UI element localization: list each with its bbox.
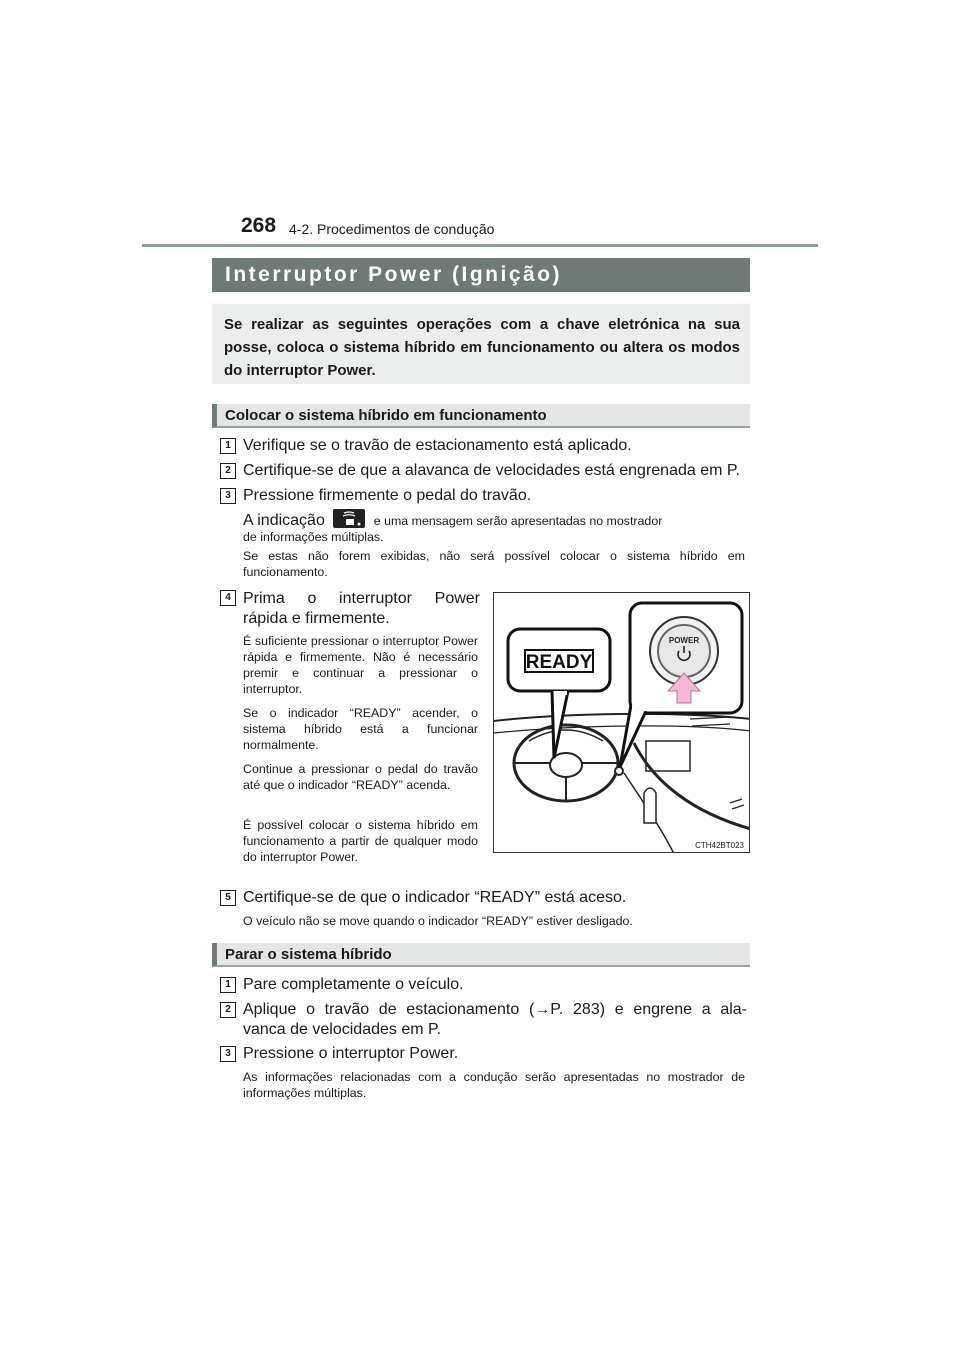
stop-step-text-2-line2: vanca de velocidades em P. bbox=[243, 1021, 442, 1038]
step-text-4-line1: Prima o interruptor Power bbox=[243, 590, 480, 607]
breadcrumb: 4-2. Procedimentos de condução bbox=[289, 221, 495, 237]
step3-indicator-suffix: e uma mensagem serão apresentadas no mostrador bbox=[373, 514, 663, 528]
step4-note-1: É suficiente pressionar o interruptor Power rápida e firmemente. Não é necessário premir e continuar a pressionar o interruptor. bbox=[243, 634, 478, 696]
figure-code: CTH42BT023 bbox=[695, 841, 744, 850]
step-number-4: 4 bbox=[220, 590, 236, 606]
stop-step-text-3: Pressione o interruptor Power. bbox=[243, 1045, 459, 1062]
stop-step-number-2: 2 bbox=[220, 1002, 236, 1018]
section-heading-stop: Parar o sistema híbrido bbox=[212, 943, 750, 967]
step3-indicator-line2: de informações múltiplas. bbox=[243, 530, 384, 544]
step5-note: O veículo não se move quando o indicador “READY” estiver desligado. bbox=[243, 914, 633, 928]
step-text-5: Certifique-se de que o indicador “READY” está aceso. bbox=[243, 889, 627, 906]
step4-note-4: É possível colocar o sistema híbrido em funcionamento a partir de qualquer modo do interruptor Power. bbox=[243, 818, 478, 864]
step-text-3: Pressione firmemente o pedal do travão. bbox=[243, 487, 532, 504]
dashboard-illustration bbox=[494, 593, 750, 853]
step-number-1: 1 bbox=[220, 438, 236, 454]
step-number-3: 3 bbox=[220, 488, 236, 504]
intro-box: Se realizar as seguintes operações com a chave eletrónica na sua posse, coloca o sistema híbrido em funcionamento ou altera os modos do interruptor Power. bbox=[212, 304, 750, 384]
stop-step-number-1: 1 bbox=[220, 977, 236, 993]
stop-step-text-1: Pare completamente o veículo. bbox=[243, 976, 464, 993]
step-text-4-line2: rápida e firmemente. bbox=[243, 610, 390, 627]
stop-step3-note: As informações relacionadas com a condução serão apresentadas no mostrador de informações múltiplas. bbox=[243, 1070, 745, 1100]
power-button-label: POWER bbox=[668, 636, 700, 645]
dashboard-figure bbox=[493, 592, 750, 853]
step-number-5: 5 bbox=[220, 890, 236, 906]
step-number-2: 2 bbox=[220, 463, 236, 479]
step3-indicator-line bbox=[243, 509, 747, 531]
brake-pedal-icon bbox=[333, 509, 365, 528]
step3-note: Se estas não forem exibidas, não será possível colocar o sistema híbrido em funcionamento. bbox=[243, 549, 745, 579]
ready-indicator-label: READY bbox=[525, 652, 593, 673]
step3-indicator-prefix: A indicação bbox=[243, 512, 325, 529]
step4-note-3: Continue a pressionar o pedal do travão até que o indicador “READY” acenda. bbox=[243, 762, 478, 792]
header-divider bbox=[142, 244, 818, 247]
step-text-2: Certifique-se de que a alavanca de velocidades está engrenada em P. bbox=[243, 462, 740, 479]
step4-note-2: Se o indicador “READY” acender, o sistema híbrido está a funcionar normalmente. bbox=[243, 706, 478, 752]
step-text-1: Verifique se o travão de estacionamento está aplicado. bbox=[243, 437, 632, 454]
stop-step-text-2-line1: Aplique o travão de estacionamento (→P. 283) e engrene a ala- bbox=[243, 1001, 747, 1018]
stop-step-number-3: 3 bbox=[220, 1046, 236, 1062]
page-number: 268 bbox=[241, 214, 277, 237]
page-title: Interruptor Power (Ignição) bbox=[212, 258, 750, 292]
section-heading-start: Colocar o sistema híbrido em funcionamento bbox=[212, 404, 750, 428]
